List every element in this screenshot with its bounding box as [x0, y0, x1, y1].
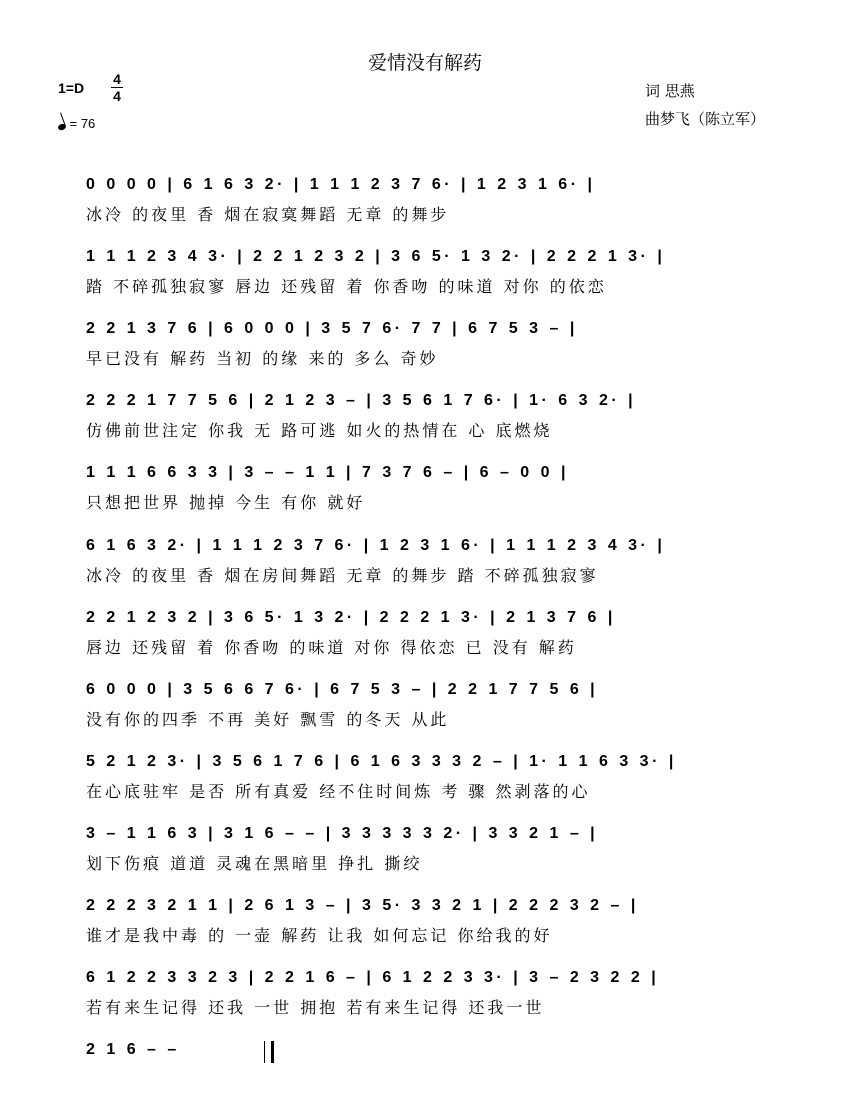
lyric-line: 冰冷 的夜里 香 烟在房间舞蹈 无章 的舞步 踏 不碎孤独寂寥	[86, 566, 599, 585]
score-line	[86, 825, 776, 895]
tempo-value: = 76	[69, 116, 96, 131]
lyric-line: 只想把世界 抛掉 今生 有你 就好	[86, 493, 366, 512]
time-signature-bottom: 4	[113, 88, 121, 104]
final-barline	[264, 1041, 274, 1063]
key-signature: 1=D	[58, 80, 85, 96]
notation: 1 1 1 6 6 3 3 | 3 – – 1 1 | 7 3 7 6 – | 6 – 0 0 |	[86, 464, 569, 481]
score-line	[86, 897, 776, 967]
lyric-line: 唇边 还残留 着 你香吻 的味道 对你 得依恋 已 没有 解药	[86, 638, 577, 657]
notation: 6 1 6 3 2· | 1 1 1 2 3 7 6· | 1 2 3 1 6· | 1 1 1 2 3 4 3· |	[86, 537, 666, 554]
notation: 2 2 2 1 7 7 5 6 | 2 1 2 3 – | 3 5 6 1 7 6· | 1· 6 3 2· |	[86, 392, 637, 409]
notation: 1 1 1 2 3 4 3· | 2 2 1 2 3 2 | 3 6 5· 1 3 2· | 2 2 2 1 3· |	[86, 248, 666, 265]
score-line	[86, 248, 776, 318]
lyric-line: 在心底驻牢 是否 所有真爱 经不住时间炼 考 骤 然剥落的心	[86, 782, 591, 801]
score-line	[86, 392, 776, 462]
notation: 2 2 1 3 7 6 | 6 0 0 0 | 3 5 7 6· 7 7 | 6 7 5 3 – |	[86, 320, 578, 337]
score-line	[86, 681, 776, 751]
score-line	[86, 176, 776, 246]
score-line	[86, 537, 776, 607]
lyric-line: 谁才是我中毒 的 一壶 解药 让我 如何忘记 你给我的好	[86, 926, 553, 945]
notation: 2 2 2 3 2 1 1 | 2 6 1 3 – | 3 5· 3 3 2 1 | 2 2 2 3 2 – |	[86, 897, 639, 914]
score-line	[86, 320, 776, 390]
notation: 2 2 1 2 3 2 | 3 6 5· 1 3 2· | 2 2 2 1 3· | 2 1 3 7 6 |	[86, 609, 616, 626]
song-title: 爱情没有解药	[367, 52, 482, 74]
score-line	[86, 464, 776, 534]
notation: 3 – 1 1 6 3 | 3 1 6 – – | 3 3 3 3 3 2· | 3 3 2 1 – |	[86, 825, 599, 842]
lyric-line: 划下伤痕 道道 灵魂在黑暗里 挣扎 撕绞	[86, 854, 423, 873]
score-line	[86, 753, 776, 823]
score-line	[86, 609, 776, 679]
lyric-line: 没有你的四季 不再 美好 飘雪 的冬天 从此	[86, 710, 450, 729]
lyric-line: 踏 不碎孤独寂寥 唇边 还残留 着 你香吻 的味道 对你 的依恋	[86, 277, 607, 296]
notation: 6 1 2 2 3 3 2 3 | 2 2 1 6 – | 6 1 2 2 3 3· | 3 – 2 3 2 2 |	[86, 969, 660, 986]
notation: 0 0 0 0 | 6 1 6 3 2· | 1 1 1 2 3 7 6· | 1 2 3 1 6· |	[86, 176, 596, 193]
tempo-marking	[58, 116, 95, 131]
lyric-line: 早已没有 解药 当初 的缘 来的 多么 奇妙	[86, 349, 439, 368]
lyric-line: 仿佛前世注定 你我 无 路可逃 如火的热情在 心 底燃烧	[86, 421, 553, 440]
quarter-note-icon	[57, 123, 67, 131]
notation: 6 0 0 0 | 3 5 6 6 7 6· | 6 7 5 3 – | 2 2 1 7 7 5 6 |	[86, 681, 599, 698]
score-line	[86, 1041, 776, 1081]
time-signature-top: 4	[113, 71, 121, 87]
time-signature	[111, 72, 123, 103]
notation: 2 1 6 – –	[86, 1041, 180, 1058]
notation: 5 2 1 2 3· | 3 5 6 1 7 6 | 6 1 6 3 3 3 2 – | 1· 1 1 6 3 3· |	[86, 753, 677, 770]
score-line	[86, 969, 776, 1039]
lyric-line: 若有来生记得 还我 一世 拥抱 若有来生记得 还我一世	[86, 998, 545, 1017]
lyric-line: 冰冷 的夜里 香 烟在寂寞舞蹈 无章 的舞步	[86, 205, 450, 224]
composer-credit: 曲梦飞（陈立军）	[645, 110, 766, 128]
lyricist-credit: 词 思燕	[645, 82, 695, 100]
